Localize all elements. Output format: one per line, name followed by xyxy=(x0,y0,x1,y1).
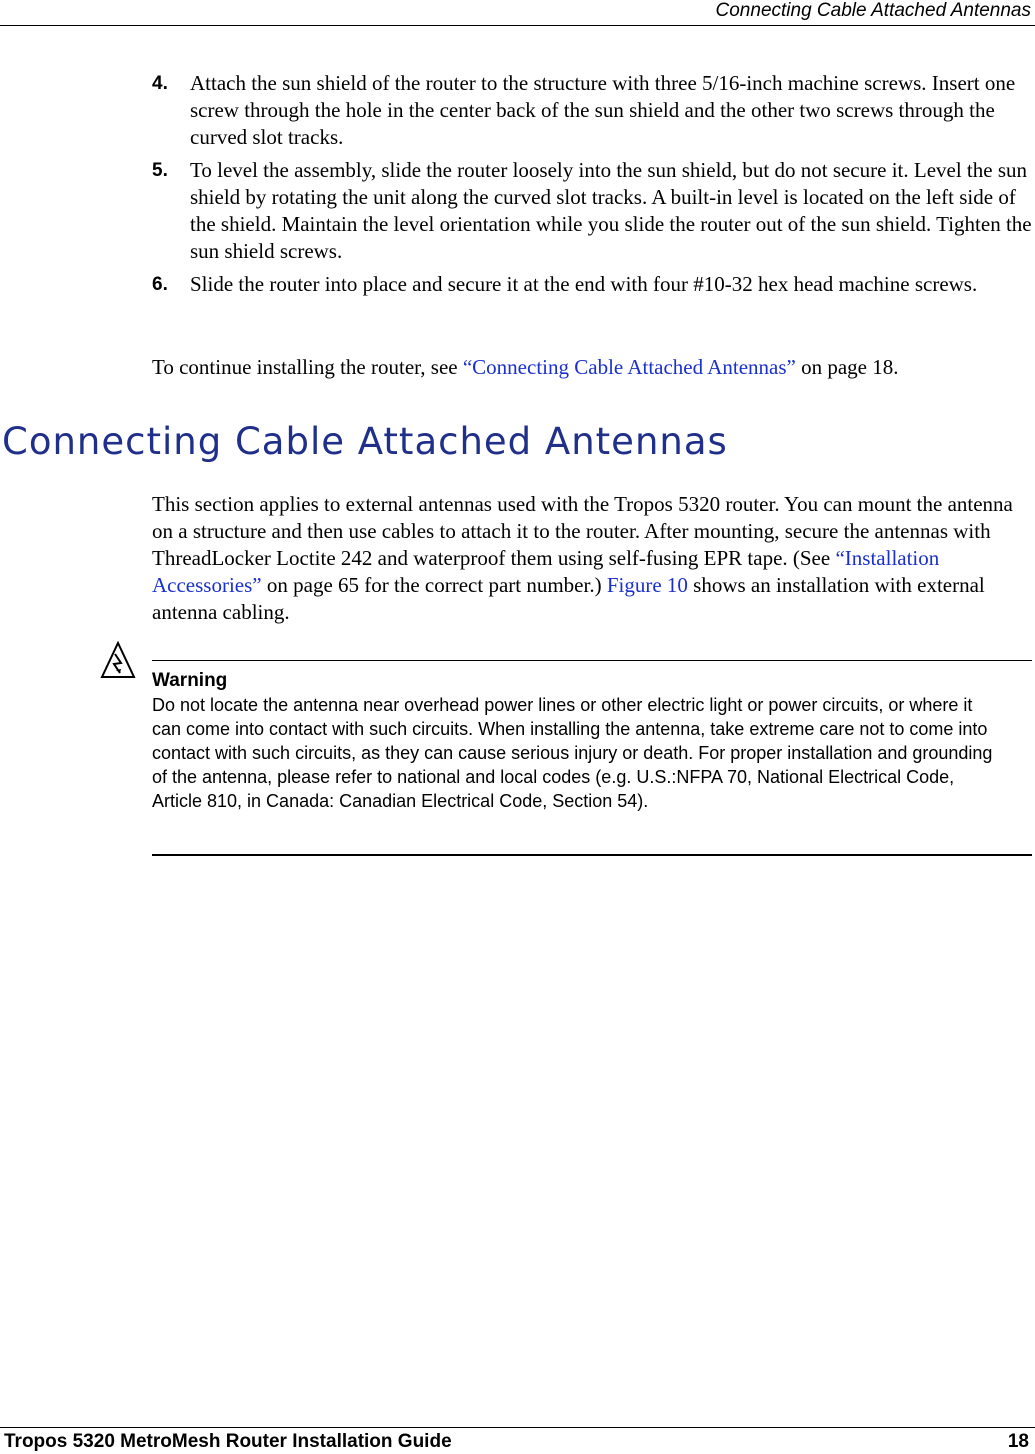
continue-text-prefix: To continue installing the router, see xyxy=(152,355,463,379)
continue-paragraph xyxy=(152,354,1030,381)
installation-accessories-link[interactable]: “Installation Accessories” xyxy=(152,546,940,597)
step-item xyxy=(152,271,1032,298)
warning-bottom-rule xyxy=(152,854,1032,856)
intro-text: shows an installation with external antenna cabling. xyxy=(152,573,985,624)
footer-rule xyxy=(0,1427,1035,1428)
step-list xyxy=(152,70,1032,304)
section-heading: Connecting Cable Attached Antennas xyxy=(2,420,728,463)
warning-top-rule xyxy=(152,660,1032,661)
step-text: To level the assembly, slide the router loosely into the sun shield, but do not secure it. Level the sun shield by rotating the unit along the curved slot tracks. A built-in level is located on the left side of the shield. Maintain the level orientation while you slide the router out of the sun shield. Tighten the sun shield screws. xyxy=(190,158,1032,263)
step-number: 4. xyxy=(152,73,168,94)
intro-text: This section applies to external antennas used with the Tropos 5320 router. You can mount the antenna on a structure and then use cables to attach it to the router. After mounting, secure the antennas with ThreadLocker Loctite 242 and waterproof them using self-fusing EPR tape. (See xyxy=(152,492,1013,570)
step-item xyxy=(152,157,1032,265)
figure-link[interactable]: Figure 10 xyxy=(606,573,688,597)
cross-reference-link[interactable]: “Connecting Cable Attached Antennas” xyxy=(462,355,796,379)
step-number: 6. xyxy=(152,274,168,295)
step-item xyxy=(152,70,1032,151)
running-header-title: Connecting Cable Attached Antennas xyxy=(715,0,1031,21)
continue-text-suffix: on page 18. xyxy=(795,355,899,379)
intro-text: on page 65 for the correct part number.) xyxy=(261,573,607,597)
intro-paragraph xyxy=(152,491,1030,626)
warning-title: Warning xyxy=(152,670,228,691)
step-text: Slide the router into place and secure it at the end with four #10-32 hex head machine screws. xyxy=(190,272,978,296)
footer-guide-title: Tropos 5320 MetroMesh Router Installation Guide xyxy=(4,1431,452,1452)
step-text: Attach the sun shield of the router to the structure with three 5/16-inch machine screws. Insert one screw through the hole in the center back of the sun shield and the other two screws through the curved slot tracks. xyxy=(190,71,1016,149)
header-rule xyxy=(0,25,1035,26)
warning-text: Do not locate the antenna near overhead power lines or other electric light or power circuits, or where it can come into contact with such circuits. When installing the antenna, take extreme care not to come into contact with such circuits, as they can cause serious injury or death. For proper installation and grounding of the antenna, please refer to national and local codes (e.g. U.S.:NFPA 70, National Electrical Code, Article 810, in Canada: Canadian Electrical Code, Section 54). xyxy=(152,695,993,811)
step-number: 5. xyxy=(152,160,168,181)
warning-triangle-icon xyxy=(100,641,136,679)
warning-block xyxy=(152,669,1002,813)
footer-page-number: 18 xyxy=(1007,1431,1029,1452)
